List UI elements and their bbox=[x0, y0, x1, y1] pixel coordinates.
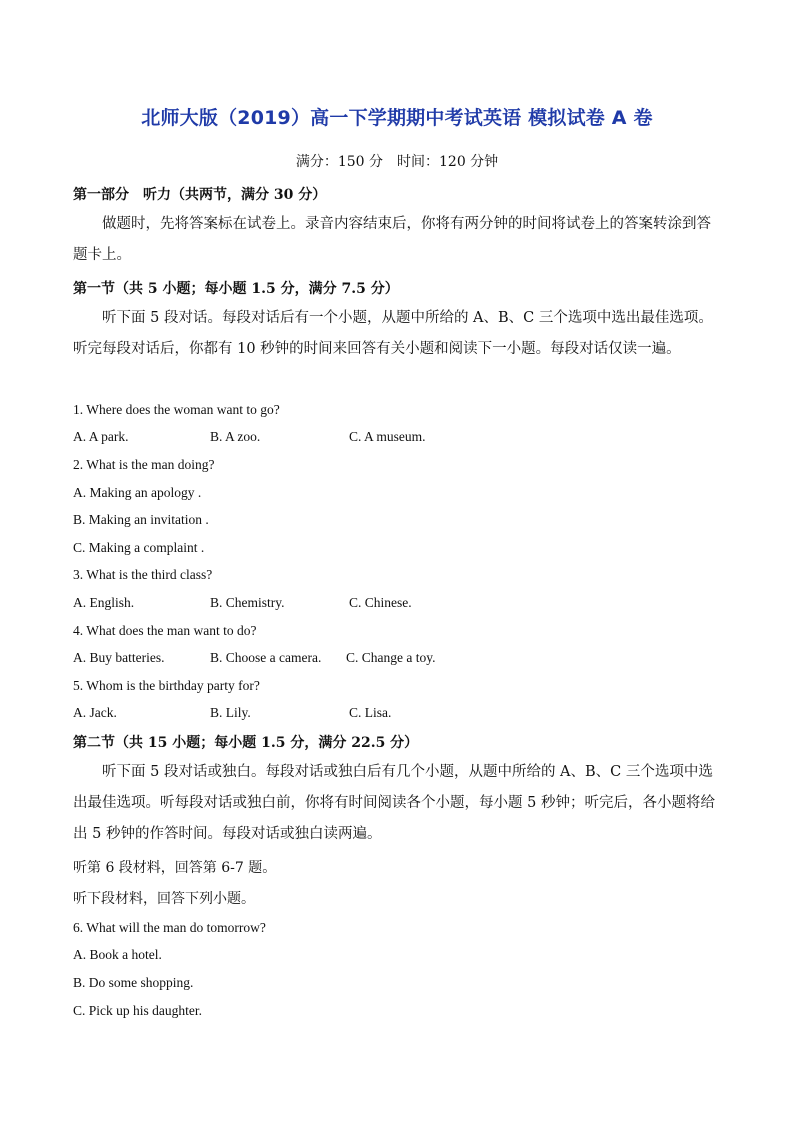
section1-instruction: 听下面 5 段对话。每段对话后有一个小题，从题中所给的 A、B、C 三个选项中选出最佳选项。听完每段对话后，你都有 10 秒钟的时间来回答有关小题和阅读下一小题。每段对话仅读一遍。 bbox=[73, 310, 713, 357]
question-6: 6. What will the man do tomorrow? bbox=[73, 920, 266, 935]
q3-option-c: C. Chinese. bbox=[349, 595, 412, 610]
section2-instruction: 听下面 5 段对话或独白。每段对话或独白后有几个小题，从题中所给的 A、B、C 三个选项中选出最佳选项。听每段对话或独白前，你将有时间阅读各个小题，每小题 5 秒钟；听完后，各小题将给出 5 秒钟的作答时间。每段对话或独白读两遍。 bbox=[73, 764, 715, 842]
q4-option-a: A. Buy batteries. bbox=[73, 650, 165, 665]
q5-option-c: C. Lisa. bbox=[349, 705, 392, 720]
q3-option-b: B. Chemistry. bbox=[210, 595, 285, 610]
section2-heading: 第二节（共 15 小题；每小题 1.5 分，满分 22.5 分） bbox=[73, 735, 419, 751]
q4-option-c: C. Change a toy. bbox=[346, 650, 436, 665]
material-6-instruction: 听第 6 段材料，回答第 6-7 题。 bbox=[73, 860, 277, 876]
q2-option-b: B. Making an invitation . bbox=[73, 512, 209, 527]
question-5: 5. Whom is the birthday party for? bbox=[73, 678, 260, 693]
part1-heading: 第一部分 听力（共两节，满分 30 分） bbox=[73, 187, 327, 203]
exam-title: 北师大版（2019）高一下学期期中考试英语 模拟试卷 A 卷 bbox=[141, 107, 653, 129]
question-2: 2. What is the man doing? bbox=[73, 457, 215, 472]
section1-heading: 第一节（共 5 小题；每小题 1.5 分，满分 7.5 分） bbox=[73, 281, 399, 297]
q6-option-a: A. Book a hotel. bbox=[73, 947, 162, 962]
question-1: 1. Where does the woman want to go? bbox=[73, 402, 280, 417]
q4-option-b: B. Choose a camera. bbox=[210, 650, 322, 665]
q6-option-c: C. Pick up his daughter. bbox=[73, 1003, 202, 1018]
q3-option-a: A. English. bbox=[73, 595, 135, 610]
part1-instruction: 做题时，先将答案标在试卷上。录音内容结束后，你将有两分钟的时间将试卷上的答案转涂到答题卡上。 bbox=[73, 216, 711, 263]
q1-option-a: A. A park. bbox=[73, 429, 129, 444]
q6-option-b: B. Do some shopping. bbox=[73, 975, 194, 990]
q5-option-b: B. Lily. bbox=[210, 705, 251, 720]
q1-option-b: B. A zoo. bbox=[210, 429, 261, 444]
exam-meta: 满分：150 分 时间：120 分钟 bbox=[295, 154, 499, 170]
question-4: 4. What does the man want to do? bbox=[73, 623, 257, 638]
question-3: 3. What is the third class? bbox=[73, 567, 213, 582]
material-next-instruction: 听下段材料，回答下列小题。 bbox=[73, 891, 255, 907]
q2-option-c: C. Making a complaint . bbox=[73, 540, 205, 555]
q2-option-a: A. Making an apology . bbox=[73, 485, 202, 500]
q5-option-a: A. Jack. bbox=[73, 705, 117, 720]
q1-option-c: C. A museum. bbox=[349, 429, 426, 444]
